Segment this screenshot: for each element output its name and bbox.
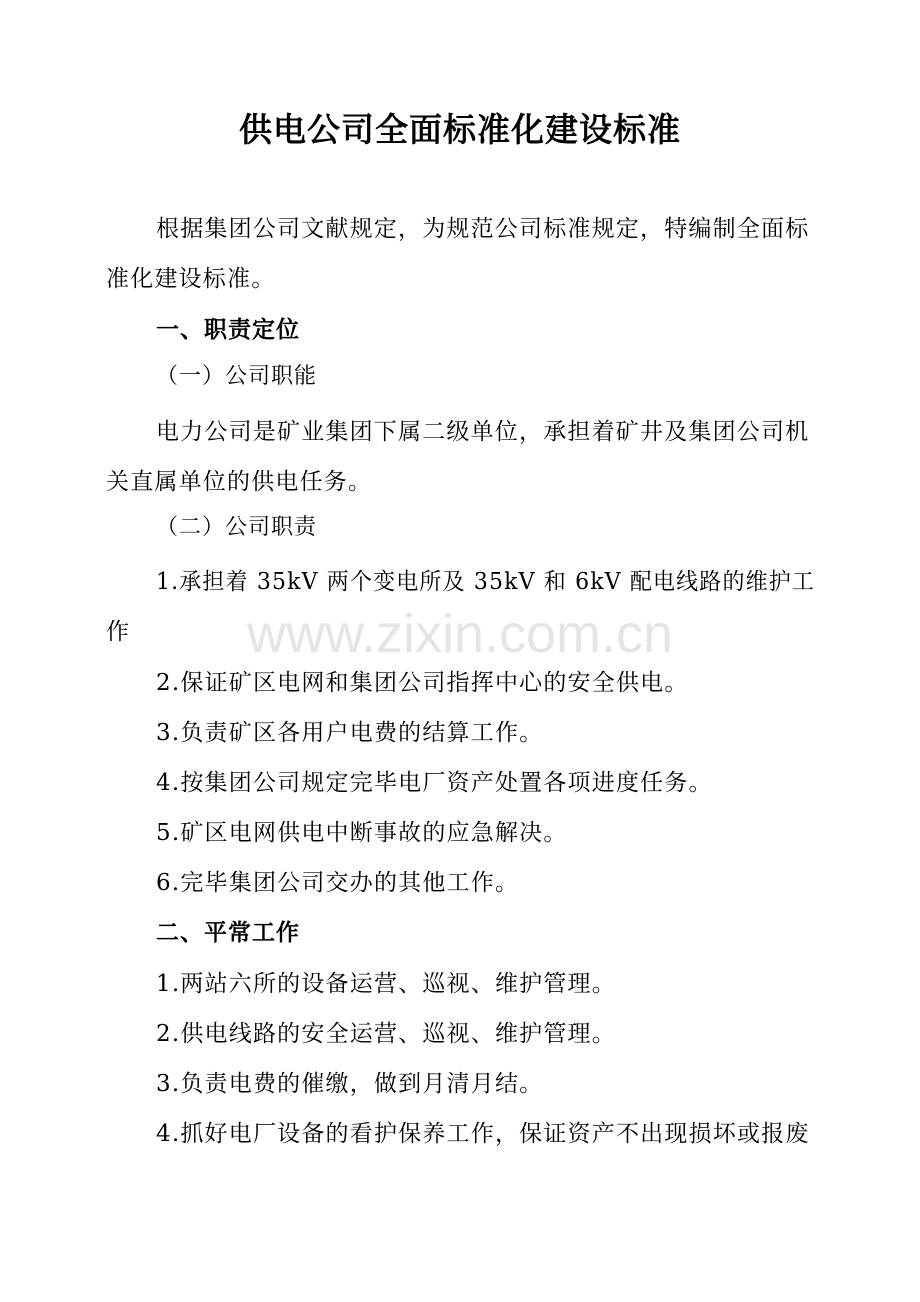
routine-item-1: 1.两站六所的设备运营、巡视、维护管理。 — [156, 971, 616, 997]
duty-item-4: 4.按集团公司规定完毕电厂资产处置各项进度任务。 — [156, 770, 713, 796]
duty-item-1-line-1: 1.承担着 35kV 两个变电所及 35kV 和 6kV 配电线路的维护工 — [156, 569, 816, 595]
duty-item-1-line-2: 作 — [106, 619, 131, 645]
routine-item-3: 3.负责电费的催缴，做到月清月结。 — [156, 1071, 544, 1097]
intro-line-2: 准化建设标准。 — [106, 266, 276, 292]
duty-item-2: 2.保证矿区电网和集团公司指挥中心的安全供电。 — [156, 670, 689, 696]
routine-item-4: 4.抓好电厂设备的看护保养工作，保证资产不出现损坏或报废 — [156, 1121, 810, 1147]
function-line-1: 电力公司是矿业集团下属二级单位，承担着矿井及集团公司机 — [156, 419, 810, 445]
duty-item-3: 3.负责矿区各用户电费的结算工作。 — [156, 720, 544, 746]
function-line-2: 关直属单位的供电任务。 — [106, 469, 373, 495]
subsection-2-heading: （二）公司职责 — [156, 515, 318, 540]
duty-item-6: 6.完毕集团公司交办的其他工作。 — [156, 870, 520, 896]
section-1-heading: 一、职责定位 — [156, 317, 300, 343]
document-title: 供电公司全面标准化建设标准 — [239, 110, 681, 149]
section-2-heading: 二、平常工作 — [156, 920, 300, 946]
subsection-1-heading: （一）公司职能 — [156, 364, 318, 389]
intro-line-1: 根据集团公司文献规定，为规范公司标准规定，特编制全面标 — [156, 216, 810, 242]
duty-item-5: 5.矿区电网供电中断事故的应急解决。 — [156, 820, 568, 846]
watermark: www.zixin.com.cn — [246, 604, 674, 664]
routine-item-2: 2.供电线路的安全运营、巡视、维护管理。 — [156, 1021, 616, 1047]
